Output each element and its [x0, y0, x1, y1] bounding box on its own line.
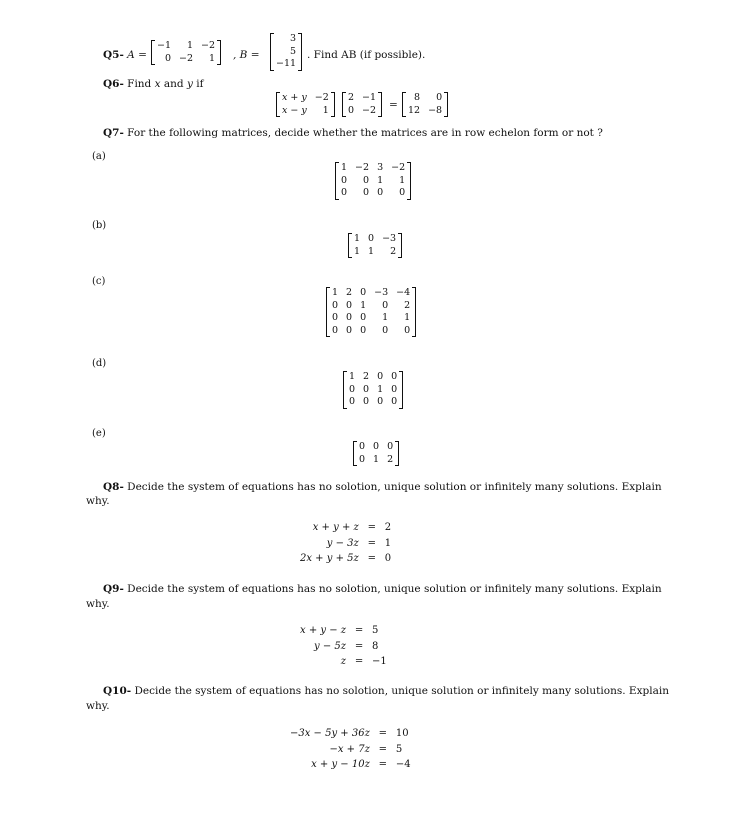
- q9-why: why.: [86, 598, 110, 610]
- q6-var-y: y: [187, 78, 193, 90]
- right-bracket: [407, 162, 411, 200]
- matrix-row: [328, 300, 414, 313]
- equation-lhs: 2x + y + 5z: [300, 553, 359, 564]
- matrix-entry: −3: [382, 233, 397, 244]
- q9-system: [300, 623, 387, 670]
- matrix-entry: 12: [408, 104, 421, 116]
- q6-line: [103, 78, 204, 90]
- q7-part-a-matrix: [335, 162, 411, 200]
- matrix-entry: 2: [390, 245, 397, 257]
- left-bracket: [353, 441, 357, 466]
- matrix-entry: 3: [290, 33, 297, 44]
- matrix-entry: 0: [382, 299, 389, 311]
- matrix-entry: 1: [404, 312, 411, 323]
- q7-number: Q7-: [103, 127, 124, 139]
- equation-rhs: 5: [372, 625, 379, 636]
- right-bracket: [398, 233, 402, 258]
- matrix-entry: 0: [360, 312, 367, 323]
- matrix-entry: 0: [332, 299, 339, 311]
- matrix-row: [272, 33, 300, 46]
- matrix-row: [345, 384, 401, 397]
- matrix-row: [345, 371, 401, 384]
- q6-matrix-1: [276, 92, 335, 117]
- q7-part-c-matrix: [326, 287, 416, 337]
- matrix-entry: 1: [341, 162, 348, 173]
- equation-equals: =: [354, 625, 364, 636]
- matrix-row: [355, 454, 397, 467]
- matrix-row: [337, 175, 409, 188]
- matrix-entry: 1: [360, 299, 367, 311]
- q7-part-a-label: (a): [92, 151, 106, 162]
- q5-matrix-b: [270, 33, 302, 71]
- q10-why: why.: [86, 700, 110, 712]
- matrix-entry: 2: [346, 287, 353, 298]
- matrix-row: [153, 40, 219, 53]
- equation-lhs: y − 3z: [326, 537, 359, 549]
- matrix-row: [153, 53, 219, 66]
- matrix-entry: 0: [349, 396, 356, 407]
- matrix-entry: 0: [363, 174, 370, 186]
- q9-line: [103, 583, 662, 595]
- q7-part-d-label: (d): [92, 358, 107, 369]
- matrix-row: [345, 396, 401, 409]
- q6-if: if: [196, 78, 204, 90]
- q6-find: Find: [127, 78, 152, 90]
- matrix-entry: −1: [362, 92, 377, 103]
- matrix-row: [272, 46, 300, 59]
- q10-number: Q10-: [103, 685, 132, 697]
- left-bracket: [343, 371, 347, 409]
- equation-lhs: −3x − 5y + 36z: [290, 728, 370, 739]
- matrix-entry: 0: [363, 187, 370, 198]
- matrix-entry: 1: [382, 312, 389, 323]
- matrix-row: [355, 441, 397, 454]
- equation-equals: =: [378, 743, 388, 755]
- right-bracket: [298, 33, 302, 71]
- equation-lhs: x + y − 10z: [311, 759, 370, 770]
- q6-var-x: x: [154, 78, 161, 90]
- matrix-entry: 0: [387, 441, 394, 452]
- equation-equals: =: [354, 656, 364, 667]
- matrix-entry: 0: [363, 396, 370, 407]
- matrix-entry: 1: [373, 453, 380, 465]
- q10-line: [103, 685, 669, 697]
- equation-rhs: 0: [384, 553, 392, 564]
- q9-number: Q9-: [103, 583, 124, 595]
- q8-why: why.: [86, 495, 110, 507]
- equation-row: [300, 551, 391, 567]
- matrix-entry: 0: [391, 371, 398, 382]
- matrix-entry: 2: [387, 453, 394, 465]
- left-bracket: [348, 233, 352, 258]
- equation-equals: =: [354, 640, 364, 652]
- equation-row: [290, 742, 411, 758]
- matrix-entry: 1: [377, 174, 384, 186]
- left-bracket: [276, 92, 280, 117]
- equation-equals: =: [367, 553, 376, 564]
- right-bracket: [412, 287, 416, 337]
- q7-part-e-matrix: [353, 441, 399, 466]
- matrix-entry: −1: [157, 40, 172, 51]
- q6-matrix-2: [342, 92, 382, 117]
- matrix-entry: −2: [355, 162, 370, 173]
- matrix-entry: 0: [377, 396, 384, 407]
- left-bracket: [151, 40, 155, 65]
- q8-line: [103, 481, 662, 493]
- q6-number: Q6-: [103, 78, 124, 90]
- q7-part-b-matrix: [348, 233, 402, 258]
- equation-row: [290, 757, 411, 773]
- matrix-row: [344, 92, 380, 105]
- matrix-entry: 0: [348, 104, 355, 116]
- equation-row: [290, 726, 411, 742]
- q7-part-b-label: (b): [92, 220, 107, 231]
- matrix-row: [328, 312, 414, 325]
- matrix-entry: 0: [368, 233, 375, 244]
- matrix-entry: 1: [349, 371, 356, 382]
- equation-rhs: 1: [384, 537, 392, 549]
- matrix-entry: 0: [341, 187, 348, 198]
- matrix-entry: 0: [332, 312, 339, 323]
- matrix-entry: 0: [373, 441, 380, 452]
- equation-row: [300, 639, 387, 655]
- right-bracket: [378, 92, 382, 117]
- q5-instruction: . Find AB (if possible).: [307, 49, 426, 61]
- matrix-entry: 0: [391, 383, 398, 395]
- matrix-entry: 0: [359, 453, 366, 465]
- equation-lhs: −x + 7z: [329, 743, 370, 755]
- matrix-row: [404, 105, 446, 118]
- matrix-entry: 0: [164, 52, 172, 64]
- matrix-row: [350, 246, 400, 259]
- equation-equals: =: [378, 728, 388, 739]
- matrix-entry: −3: [374, 287, 389, 298]
- equation-equals: =: [367, 522, 376, 533]
- left-bracket: [326, 287, 330, 337]
- matrix-entry: 2: [404, 299, 411, 311]
- q5-b-label-text: , B =: [233, 49, 260, 61]
- matrix-entry: 0: [346, 324, 353, 336]
- matrix-entry: 2: [348, 92, 355, 103]
- q8-instruction: Decide the system of equations has no solotion, unique solution or infinitely many solutions. Explain: [127, 481, 662, 493]
- q10-system: [290, 726, 411, 773]
- q5-matrix-a: [151, 40, 221, 65]
- matrix-entry: x + y: [282, 92, 307, 103]
- equation-equals: =: [378, 759, 388, 770]
- matrix-entry: 1: [354, 233, 361, 244]
- matrix-row: [328, 287, 414, 300]
- matrix-entry: −8: [428, 104, 443, 116]
- left-bracket: [335, 162, 339, 200]
- matrix-entry: 1: [186, 40, 194, 51]
- matrix-entry: 0: [341, 174, 348, 186]
- q8-number: Q8-: [103, 481, 124, 493]
- equation-row: [300, 520, 391, 536]
- matrix-entry: −11: [276, 58, 297, 69]
- q7-part-d-matrix: [343, 371, 403, 409]
- matrix-row: [278, 105, 333, 118]
- matrix-entry: 1: [322, 104, 329, 116]
- matrix-entry: 2: [363, 371, 370, 382]
- left-bracket: [402, 92, 406, 117]
- matrix-row: [337, 162, 409, 175]
- left-bracket: [270, 33, 274, 71]
- matrix-entry: 0: [360, 287, 367, 298]
- equation-rhs: 2: [384, 522, 392, 533]
- equation-rhs: 8: [372, 640, 379, 652]
- matrix-entry: 0: [404, 324, 411, 336]
- matrix-entry: 5: [290, 45, 297, 57]
- q7-part-e-label: (e): [92, 428, 106, 439]
- matrix-entry: 0: [399, 187, 406, 198]
- right-bracket: [399, 371, 403, 409]
- equation-lhs: x + y + z: [312, 522, 359, 533]
- equation-lhs: y − 5z: [314, 640, 347, 652]
- equation-rhs: −4: [395, 759, 411, 770]
- equation-lhs: z: [340, 656, 347, 667]
- equation-row: [300, 654, 387, 670]
- matrix-entry: −2: [391, 162, 406, 173]
- matrix-entry: x − y: [282, 104, 307, 116]
- matrix-row: [337, 187, 409, 200]
- matrix-entry: 0: [346, 312, 353, 323]
- matrix-entry: 0: [363, 383, 370, 395]
- q5-number: Q5-: [103, 49, 124, 61]
- matrix-entry: −2: [362, 104, 377, 116]
- matrix-entry: 0: [359, 441, 366, 452]
- q10-instruction: Decide the system of equations has no solotion, unique solution or infinitely many solutions. Explain: [134, 685, 669, 697]
- q5-line: [103, 49, 147, 61]
- matrix-entry: −2: [179, 52, 194, 64]
- matrix-entry: 1: [399, 174, 406, 186]
- equation-lhs: x + y − z: [300, 625, 347, 636]
- matrix-entry: 0: [332, 324, 339, 336]
- left-bracket: [342, 92, 346, 117]
- matrix-entry: 0: [391, 396, 398, 407]
- right-bracket: [217, 40, 221, 65]
- right-bracket: [331, 92, 335, 117]
- equation-rhs: 10: [395, 728, 409, 739]
- matrix-entry: −4: [396, 287, 411, 298]
- q7-instruction: For the following matrices, decide whether the matrices are in row echelon form or not ?: [127, 127, 603, 139]
- q8-system: [300, 520, 391, 567]
- matrix-entry: −2: [201, 40, 216, 51]
- matrix-entry: 3: [377, 162, 384, 173]
- q7-line: [103, 127, 603, 139]
- matrix-row: [328, 325, 414, 338]
- matrix-row: [350, 233, 400, 246]
- matrix-entry: 1: [209, 52, 216, 64]
- q7-part-c-label: (c): [92, 276, 106, 287]
- right-bracket: [395, 441, 399, 466]
- matrix-entry: 1: [332, 287, 339, 298]
- matrix-entry: −2: [314, 92, 329, 103]
- matrix-row: [278, 92, 333, 105]
- matrix-entry: 0: [360, 324, 367, 336]
- q5-a-label: A =: [127, 49, 147, 61]
- matrix-entry: 1: [377, 383, 384, 395]
- matrix-row: [272, 58, 300, 71]
- matrix-entry: 8: [414, 92, 421, 103]
- matrix-entry: 1: [368, 245, 375, 257]
- matrix-row: [404, 92, 446, 105]
- equation-row: [300, 623, 387, 639]
- matrix-entry: 0: [377, 371, 384, 382]
- q6-matrix-3: [402, 92, 448, 117]
- equation-equals: =: [367, 537, 376, 549]
- matrix-entry: 0: [349, 383, 356, 395]
- matrix-entry: 0: [382, 324, 389, 336]
- q5-b-label: [233, 49, 260, 61]
- right-bracket: [444, 92, 448, 117]
- q6-and: and: [163, 78, 184, 90]
- q9-instruction: Decide the system of equations has no solotion, unique solution or infinitely many solutions. Explain: [127, 583, 662, 595]
- matrix-entry: 1: [354, 245, 361, 257]
- matrix-entry: 0: [346, 299, 353, 311]
- matrix-entry: 0: [377, 187, 384, 198]
- q6-equals: =: [389, 99, 398, 111]
- matrix-entry: 0: [436, 92, 443, 103]
- matrix-row: [344, 105, 380, 118]
- equation-rhs: −1: [372, 656, 387, 667]
- equation-rhs: 5: [395, 743, 403, 755]
- equation-row: [300, 536, 391, 552]
